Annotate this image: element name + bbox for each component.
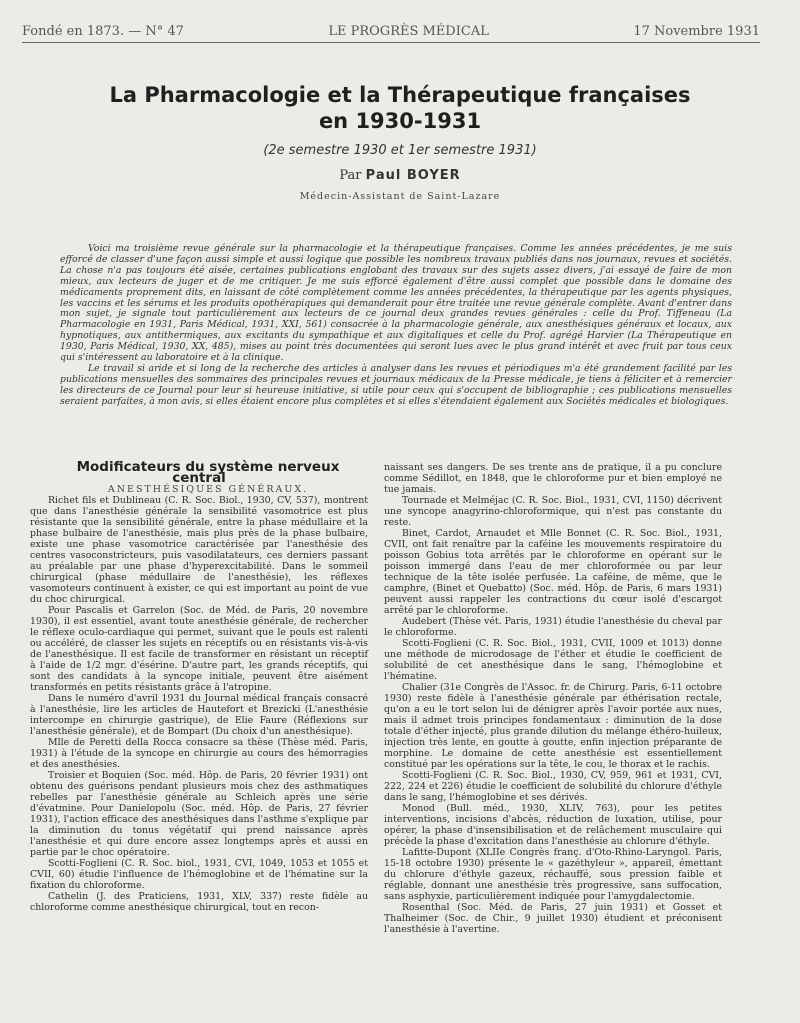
right-column (384, 462, 722, 935)
author-line (0, 168, 800, 183)
section-heading: Modificateurs du système nerveux central (76, 459, 340, 486)
paragraph: Troisier et Boquien (Soc. méd. Hôp. de Paris, 20 février 1931) ont obtenu des guérisons pendant plusieurs mois chez des asthmatiques rebelles par l'anesthésie générale au Schleich après une série d'évatmine. Pour Danielopolu (Soc. méd. Hôp. de Paris, 27 février 1931), l'action efficace des anesthésiques dans l'asthme s'explique par la diminution du tonus végétatif qui prend naissance après l'anesthésie et qui dure encore assez longtemps après et aussi en partie par le choc opératoire. (30, 770, 368, 858)
founding-info: Fondé en 1873. — N° 47 (22, 24, 184, 39)
paragraph: Lafitte-Dupont (XLIIe Congrès franç. d'Oto-Rhino-Laryngol. Paris, 15-18 octobre 1930) présente le « gazéthyleur », appareil, émettant du chlorure d'éthyle gazeux, réchauffé, sous pression faible et réglable, donnant une anesthésie très progressive, sans suffocation, sans asphyxie, particulièrement indiquée pour l'amygdalectomie. (384, 847, 722, 902)
paragraph: Audebert (Thèse vét. Paris, 1931) étudie l'anesthésie du cheval par le chloroforme. (384, 616, 722, 638)
paragraph: Tournade et Melméjac (C. R. Soc. Biol., 1931, CVI, 1150) décrivent une syncope anagyrino-chloroformique, qui n'est pas constante du reste. (384, 495, 722, 528)
paragraph: Pour Pascalis et Garrelon (Soc. de Méd. de Paris, 20 novembre 1930), il est essentiel, avant toute anesthésie générale, de rechercher le réflexe oculo-cardiaque qui permet, suivant que le pouls est ralenti ou accéléré, de classer les sujets en réceptifs ou en résistants vis-à-vis de l'anesthésique. Il est facile de transformer en résistant un réceptif à l'aide de 1/2 mgr. d'ésérine. D'autre part, les grands réceptifs, qui sont des candidats à la syncope initiale, peuvent être aisément transformés en petits résistants grâce à l'atropine. (30, 605, 368, 693)
abstract-paragraph: Voici ma troisième revue générale sur la pharmacologie et la thérapeutique françaises. Comme les années précédentes, je me suis efforcé de classer d'une façon aussi simple et aussi logique que possible les nombreux travaux publiés dans nos journaux, revues et sociétés. La chose n'a pas toujours été aisée, certaines publications englobant des travaux sur des sujets assez divers, j'ai essayé de faire de mon mieux, aux lecteurs de juger et de me critiquer. Je me suis efforcé également d'être aussi complet que possible dans le domaine des médicaments proprement dits, en laissant de côté complètement comme les années précédentes, la thérapeutique par les agents physiques, les vaccins et les sérums et les produits opothérapiques qui demanderait pour être traitée une revue générale complète. Avant d'entrer dans mon sujet, je signale tout particulièrement aux lecteurs de ce journal deux grandes revues générales : celle du Prof. Tiffeneau (La Pharmacologie en 1931, Paris Médical, 1931, XXI, 561) consacrée à la pharmacologie générale, aux anesthésiques généraux et locaux, aux hypnotiques, aux antithermiques, aux excitants du sympathique et aux digitaliques et celle du Prof. agrégé Harvier (La Thérapeutique en 1930, Paris Médical, 1930, XX, 485), mises au point très documentées qui seront lues avec le plus grand intérêt et avec fruit par tous ceux qui s'intéressent au laboratoire et à la clinique. (60, 243, 732, 364)
author-affiliation: Médecin-Assistant de Saint-Lazare (299, 191, 501, 202)
paragraph: Scotti-Foglieni (C. R. Soc. biol., 1931, CVI, 1049, 1053 et 1055 et CVII, 60) étudie l'influence de l'hémoglobine et de l'hématine sur la fixation du chloroforme. (30, 858, 368, 891)
paragraph: naissant ses dangers. De ses trente ans de pratique, il a pu conclure comme Sédillot, en 1848, que le chloroforme pur et bien employé ne tue jamais. (384, 462, 722, 495)
running-header (22, 24, 760, 40)
author-prefix: Par (339, 168, 362, 183)
paragraph: Chalier (31e Congrès de l'Assoc. fr. de Chirurg. Paris, 6-11 octobre 1930) reste fidèle à l'anesthésie générale par éthérisation rectale, qu'on a eu le tort selon lui de dénigrer après l'avoir portée aux nues, mais il admet trois principes fondamentaux : diminution de la dose totale d'éther injecté, plus grande dilution du mélange éthéro-huileux, injection très lente, en goutte à goutte, enfin injection préparante de morphine. Le domaine de cette anesthésie est essentiellement constitué par les opérations sur la tête, le cou, le thorax et le rachis. (384, 682, 722, 770)
paragraph: Rosenthal (Soc. Méd. de Paris, 27 juin 1931) et Gosset et Thalheimer (Soc. de Chir., 9 juillet 1930) étudient et préconisent l'anesthésie à l'avertine. (384, 902, 722, 935)
paragraph: Cathelin (J. des Praticiens, 1931, XLV, 337) reste fidèle au chloroforme comme anesthésique chirurgical, tout en recon- (30, 891, 368, 913)
journal-name: LE PROGRÈS MÉDICAL (328, 24, 489, 39)
paragraph: Scotti-Foglieni (C. R. Soc. Biol., 1930, CV, 959, 961 et 1931, CVI, 222, 224 et 226) étudie le coefficient de solubilité du chlorure d'éthyle dans le sang, l'hémoglobine et ses dérivés. (384, 770, 722, 803)
header-rule (22, 42, 760, 43)
left-column (30, 459, 368, 913)
article-title (0, 82, 800, 134)
abstract-paragraph: Le travail si aride et si long de la recherche des articles à analyser dans les revues et périodiques m'a été grandement facilité par les publications mensuelles des sommaires des principales revues et journaux médicaux de la Presse médicale, je tiens à féliciter et à remercier les directeurs de ce Journal pour leur si heureuse initiative, si utile pour ceux qui s'occupent de bibliographie ; ces publications mensuelles seraient parfaites, à mon avis, si elles étaient encore plus complètes et si elles s'étendaient également aux Sociétés médicales et biologiques. (60, 362, 732, 407)
paragraph: Mlle de Peretti della Rocca consacre sa thèse (Thèse méd. Paris, 1931) à l'étude de la syncope en chirurgie au cours des hémorragies et des anesthésies. (30, 737, 368, 770)
section-subheading: ANESTHÉSIQUES GÉNÉRAUX. (107, 484, 309, 495)
paragraph: Dans le numéro d'avril 1931 du Journal médical français consacré à l'anesthésie, lire les articles de Hautefort et Brezicki (L'anesthésie intercompe en chirurgie gastrique), de Elie Faure (Réflexions sur l'anesthésie générale), et de Bompart (Du choix d'un anesthésique). (30, 693, 368, 737)
abstract (60, 244, 732, 408)
paragraph: Richet fils et Dublineau (C. R. Soc. Biol., 1930, CV, 537), montrent que dans l'anesthésie générale la sensibilité vasomotrice est plus résistante que la sensibilité générale, entre la phase médullaire et la phase bulbaire de l'anesthésie, mais plus près de la phase bulbaire, existe une phase vasomotrice caractérisée par l'anesthésie des centres vasoconstricteurs, puis vasodilatateurs, ces derniers passant au préalable par une phase d'hyperexcitabilité. Dans le sommeil chirurgical (phase médullaire de l'anesthésie), les réflexes vasomoteurs continuent à exister, ce qui est important au point de vue du choc chirurgical. (30, 495, 368, 605)
title-line-1: La Pharmacologie et la Thérapeutique françaises (109, 83, 691, 107)
author-name: Paul BOYER (365, 168, 461, 183)
article-subtitle: (2e semestre 1930 et 1er semestre 1931) (263, 143, 537, 158)
paragraph: Monod (Bull. méd., 1930, XLIV, 763), pour les petites interventions, incisions d'abcès, réduction de luxation, utilise, pour opérer, la phase d'insensibilisation et de relâchement musculaire qui précède la phase d'excitation dans l'anesthésie au chlorure d'éthyle. (384, 803, 722, 847)
paragraph: Scotti-Foglieni (C. R. Soc. Biol., 1931, CVII, 1009 et 1013) donne une méthode de microdosage de l'éther et étudie le coefficient de solubilité de cet anesthésique dans le sang, l'hémoglobine et l'hématine. (384, 638, 722, 682)
title-line-2: en 1930-1931 (318, 109, 482, 133)
issue-date: 17 Novembre 1931 (633, 24, 760, 39)
paragraph: Binet, Cardot, Arnaudet et Mlle Bonnet (C. R. Soc. Biol., 1931, CVII, ont fait renaître par la caféine les mouvements respiratoire du poisson Gobius tota arrêtés par le chloroforme en opérant sur le poisson immergé dans l'eau de mer chloroformée ou par leur technique de la tête isolée perfusée. La caféine, de même, que le camphre, (Binet et Quebatto) (Soc. méd. Hôp. de Paris, 6 mars 1931) peuvent aussi rappeler les contractions du cœur isolé d'escargot arrêté par le chloroforme. (384, 528, 722, 616)
